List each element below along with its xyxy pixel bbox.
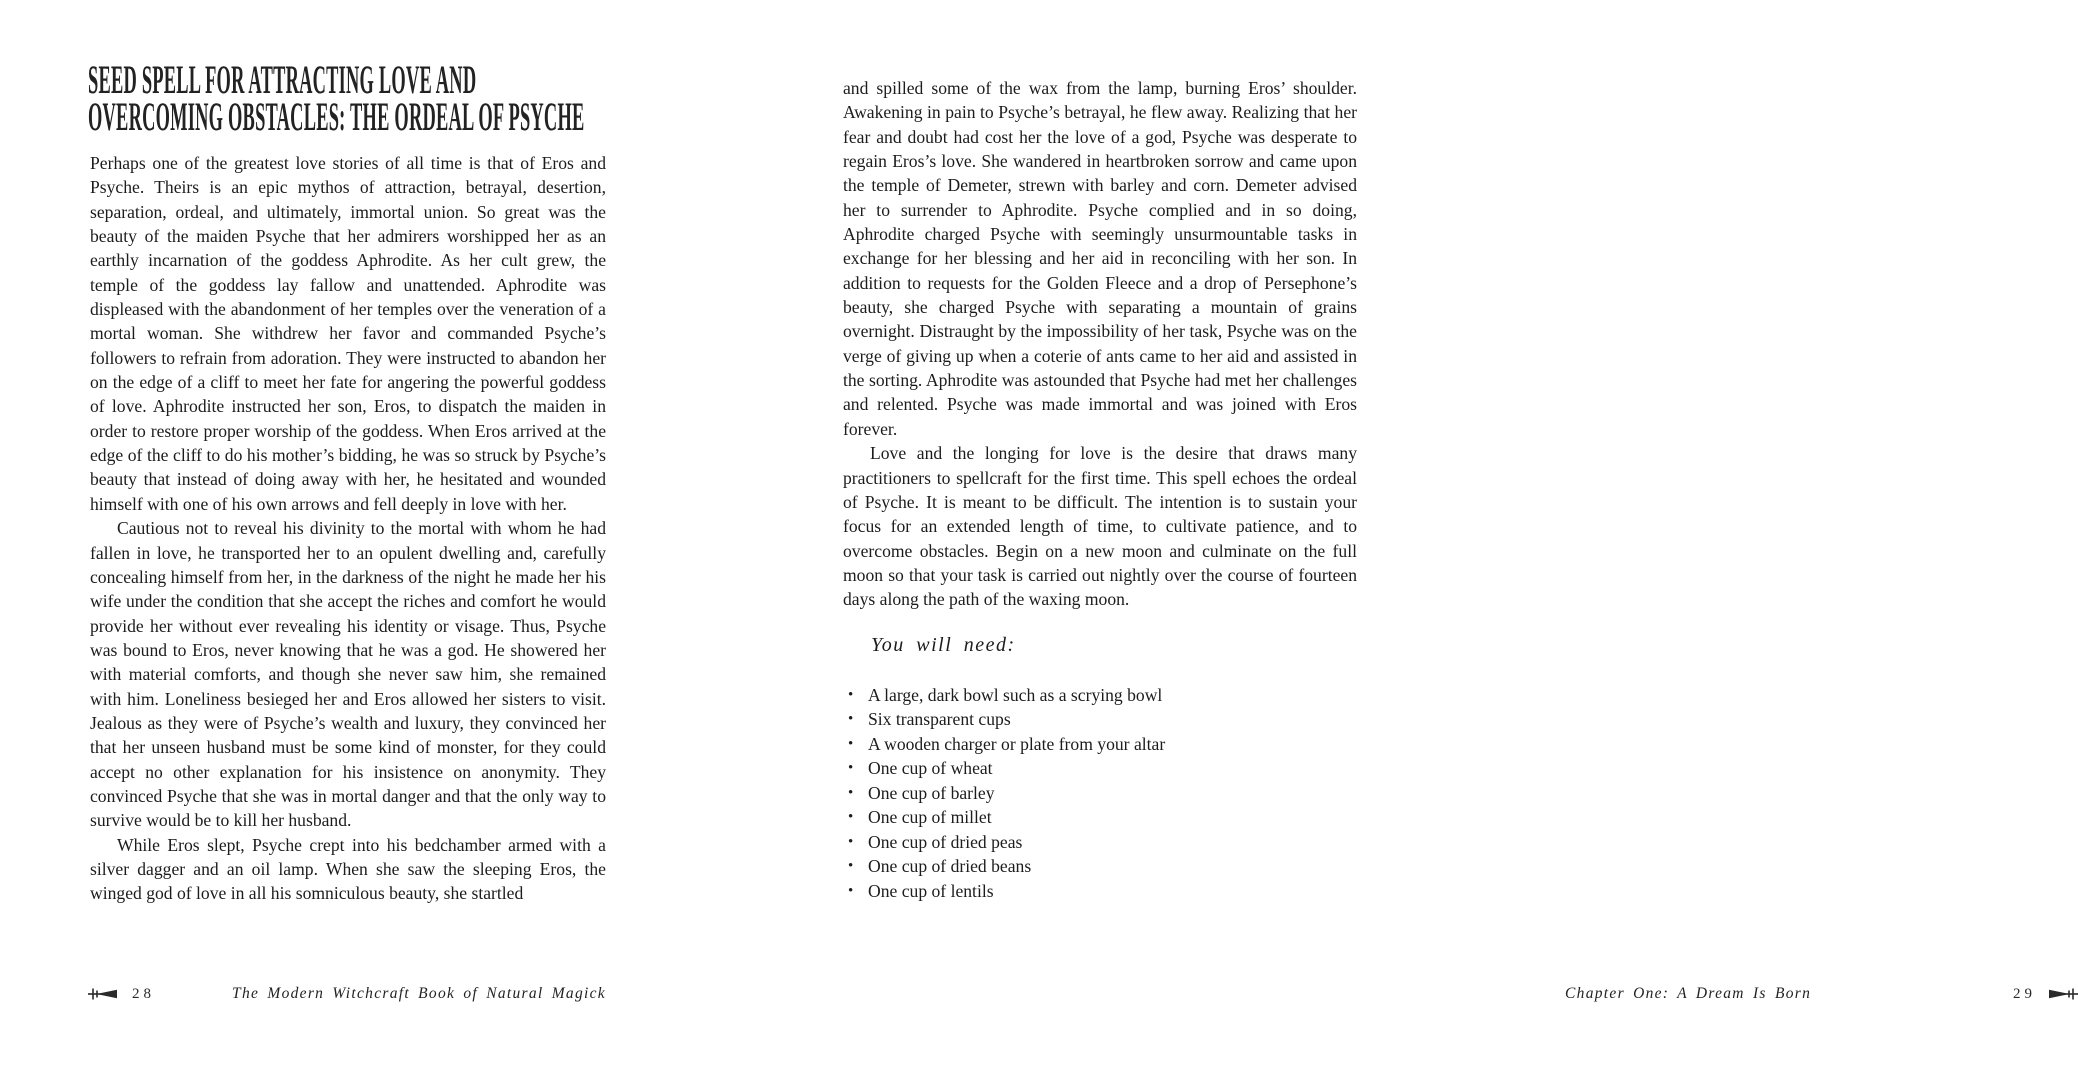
page-number: 29 bbox=[2013, 985, 2036, 1002]
list-item: • A wooden charger or plate from your altar bbox=[843, 732, 1357, 756]
arrow-ornament-icon bbox=[2048, 987, 2078, 1001]
chapter-title: Chapter One: A Dream Is Born bbox=[1565, 985, 1812, 1002]
paragraph: Love and the longing for love is the desire that draws many practitioners to spellcraft for the first time. This spell echoes the ordeal of Psyche. It is meant to be difficult. The intention is to sustain your focus for an extended length of time, to cultivate patience, and to overcome obstacles. Begin on a new moon and culminate on the full moon so that your task is carried out nightly over the course of fourteen days along the path of the waxing moon. bbox=[843, 443, 1357, 610]
page-number: 28 bbox=[132, 985, 155, 1002]
list-item: • One cup of lentils bbox=[843, 879, 1357, 903]
book-title: The Modern Witchcraft Book of Natural Magick bbox=[232, 985, 606, 1002]
list-item: • A large, dark bowl such as a scrying bowl bbox=[843, 683, 1357, 707]
list-item: • One cup of millet bbox=[843, 805, 1357, 829]
list-item: • Six transparent cups bbox=[843, 707, 1357, 731]
left-page bbox=[0, 0, 722, 1084]
left-page-body bbox=[90, 151, 606, 906]
list-item: • One cup of dried peas bbox=[843, 830, 1357, 854]
supplies-list bbox=[843, 683, 1357, 903]
spell-heading-line2: OVERCOMING OBSTACLES: THE ORDEAL OF PSYCHE bbox=[88, 93, 585, 139]
left-page-footer bbox=[88, 984, 606, 1004]
you-will-need-heading: You will need: bbox=[871, 633, 1016, 656]
list-item: • One cup of wheat bbox=[843, 756, 1357, 780]
right-page-footer bbox=[1565, 984, 2078, 1004]
paragraph: Perhaps one of the greatest love stories of all time is that of Eros and Psyche. Theirs is an epic mythos of attraction, betrayal, desertion, separation, ordeal, and ultimately, immortal union. So great was the beauty of the maiden Psyche that her admirers worshipped her as an earthly incarnation of the goddess Aphrodite. As her cult grew, the temple of the goddess lay fallow and unattended. Aphrodite was displeased with the abandonment of her temples over the veneration of a mortal woman. She withdrew her favor and commanded Psyche’s followers to refrain from adoration. They were instructed to abandon her on the edge of a cliff to meet her fate for angering the powerful goddess of love. Aphrodite instructed her son, Eros, to dispatch the maiden in order to restore proper worship of the goddess. When Eros arrived at the edge of the cliff to do his mother’s bidding, he was so struck by Psyche’s beauty that instead of doing away with her, he hesitated and wounded himself with one of his own arrows and fell deeply in love with her. bbox=[90, 153, 606, 514]
list-item: • One cup of barley bbox=[843, 781, 1357, 805]
arrow-ornament-icon bbox=[88, 987, 118, 1001]
paragraph: and spilled some of the wax from the lamp, burning Eros’ shoulder. Awakening in pain to Psyche’s betrayal, he flew away. Realizing that her fear and doubt had cost her the love of a god, Psyche was desperate to regain Eros’s love. She wandered in heartbroken sorrow and came upon the temple of Demeter, strewn with barley and corn. Demeter advised her to surrender to Aphrodite. Psyche complied and in so doing, Aphrodite charged Psyche with seemingly unsurmountable tasks in exchange for her blessing and her aid in reconciling with her son. In addition to requests for the Golden Fleece and a drop of Persephone’s beauty, she charged Psyche with separating a mountain of grains overnight. Distraught by the impossibility of her task, Psyche was on the verge of giving up when a coterie of ants came to her aid and assisted in the sorting. Aphrodite was astounded that Psyche had met her challenges and relented. Psyche was made immortal and was joined with Eros forever. bbox=[843, 78, 1357, 439]
paragraph: Cautious not to reveal his divinity to the mortal with whom he had fallen in love, he transported her to an opulent dwelling and, carefully concealing himself from her, in the darkness of the night he made her his wife under the condition that she accept the riches and comfort he would provide her without ever revealing his identity or visage. Thus, Psyche was bound to Eros, never knowing that he was a god. He showered her with material comforts, and though she never saw him, she remained with him. Loneliness besieged her and Eros allowed her sisters to visit. Jealous as they were of Psyche’s wealth and luxury, they convinced her that her unseen husband must be some kind of monster, for they could accept no other explanation for his insistence on anonymity. They convinced Psyche that she was in mortal danger and that the only way to survive would be to kill her husband. bbox=[90, 518, 606, 831]
list-item: • One cup of dried beans bbox=[843, 854, 1357, 878]
right-page bbox=[722, 0, 2036, 1084]
paragraph: While Eros slept, Psyche crept into his bedchamber armed with a silver dagger and an oil lamp. When she saw the sleeping Eros, the winged god of love in all his somniculous beauty, she startled bbox=[90, 834, 606, 904]
right-page-body bbox=[843, 76, 1357, 903]
spell-heading bbox=[88, 57, 585, 139]
spell-heading-line1: SEED SPELL FOR ATTRACTING LOVE AND bbox=[88, 57, 477, 102]
